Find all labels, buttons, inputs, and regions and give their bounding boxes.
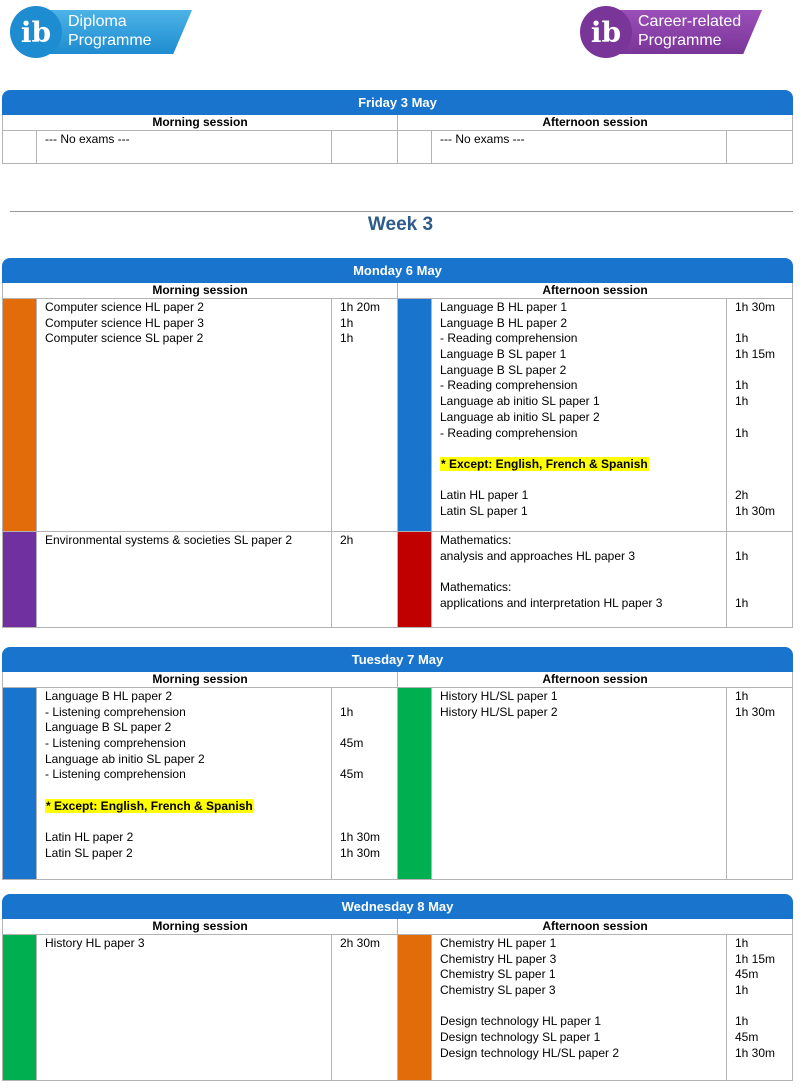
exam-duration: 1h 20m	[340, 300, 381, 314]
morning-cell	[3, 131, 397, 163]
day-schedule-monday	[2, 258, 793, 628]
exam-duration	[735, 410, 784, 426]
session-grid	[2, 283, 793, 628]
session-header-row	[3, 115, 792, 131]
morning-cell	[3, 532, 397, 627]
exam-block-row	[3, 299, 792, 532]
exam-duration	[735, 363, 784, 379]
exam-line: applications and interpretation HL paper 3	[440, 595, 663, 610]
exam-list	[37, 688, 332, 879]
exam-duration	[735, 457, 784, 473]
subject-group-color-swatch	[398, 299, 432, 531]
exam-duration: 1h	[340, 315, 354, 330]
exam-duration	[340, 132, 389, 148]
afternoon-session-header: Afternoon session	[397, 672, 792, 687]
exception-note-line	[45, 799, 323, 815]
exam-line: analysis and approaches HL paper 3	[440, 548, 636, 563]
subject-group-color-swatch	[398, 532, 432, 627]
exam-line: Language B HL paper 2	[45, 689, 172, 703]
exam-duration: 1h 30m	[340, 845, 381, 860]
exam-duration: 1h 30m	[735, 300, 776, 314]
exam-line: Language B SL paper 2	[45, 720, 172, 735]
session-header-row	[3, 919, 792, 935]
morning-session-header: Morning session	[152, 283, 248, 297]
afternoon-cell	[397, 299, 792, 531]
day-title: Tuesday 7 May	[2, 647, 793, 672]
afternoon-cell	[397, 131, 792, 163]
exam-duration: 45m	[340, 736, 364, 751]
morning-cell	[3, 299, 397, 531]
exam-line: --- No exams ---	[45, 132, 130, 146]
exam-duration	[735, 533, 784, 549]
exception-note: * Except: English, French & Spanish	[46, 798, 253, 813]
exception-note-line	[440, 457, 718, 473]
ib-diploma-programme-logo	[10, 6, 194, 58]
exam-line: - Listening comprehension	[45, 767, 186, 782]
day-schedule-wednesday	[2, 894, 793, 1081]
exam-line: Chemistry HL paper 3	[440, 951, 557, 966]
exam-duration: 45m	[340, 767, 364, 782]
spacer	[735, 564, 784, 580]
session-grid	[2, 672, 793, 880]
afternoon-session-header: Afternoon session	[397, 919, 792, 934]
exam-block-row	[3, 131, 792, 163]
exam-duration: 2h 30m	[340, 936, 381, 950]
exam-duration: 1h 30m	[340, 830, 381, 845]
exam-duration: 1h	[340, 704, 354, 719]
exam-line: Language ab initio SL paper 1	[440, 394, 600, 409]
logo-text	[68, 12, 152, 50]
spacer	[735, 999, 784, 1015]
exam-line: Chemistry SL paper 3	[440, 983, 556, 998]
exam-line: Design technology HL/SL paper 2	[440, 1045, 620, 1060]
subject-group-color-swatch	[3, 935, 37, 1080]
duration-list	[332, 688, 397, 879]
afternoon-session-header: Afternoon session	[397, 115, 792, 130]
exam-duration: 2h	[735, 488, 749, 503]
duration-list	[332, 299, 397, 531]
day-title: Wednesday 8 May	[2, 894, 793, 919]
exam-duration: 1h 30m	[735, 503, 776, 518]
spacer	[45, 815, 323, 831]
exam-duration: 1h	[735, 425, 749, 440]
exam-duration: 2h	[340, 533, 354, 547]
morning-session-header: Morning session	[152, 115, 248, 129]
spacer	[340, 783, 389, 799]
duration-list	[332, 532, 397, 627]
exam-line: - Reading comprehension	[440, 331, 578, 346]
exam-line: History HL/SL paper 1	[440, 689, 558, 703]
exam-block-row	[3, 688, 792, 879]
spacer	[735, 473, 784, 489]
morning-session-header: Morning session	[152, 672, 248, 686]
subject-group-color-swatch	[398, 935, 432, 1080]
exam-duration: 45m	[735, 1030, 759, 1045]
exam-list	[432, 935, 727, 1080]
day-title: Friday 3 May	[2, 90, 793, 115]
exam-line: Language B SL paper 2	[440, 362, 567, 377]
subject-group-color-swatch	[398, 131, 432, 163]
exam-duration: 1h	[735, 378, 749, 393]
exam-line: - Listening comprehension	[45, 704, 186, 719]
exam-line: Design technology HL paper 1	[440, 1014, 601, 1029]
exam-line: Language B HL paper 2	[440, 315, 567, 330]
exam-line: --- No exams ---	[440, 132, 525, 146]
subject-group-color-swatch	[398, 688, 432, 879]
exam-line: Latin HL paper 2	[45, 830, 134, 845]
exam-line: Mathematics:	[440, 580, 512, 595]
ib-logo-mark: ib	[580, 6, 632, 58]
spacer	[440, 473, 718, 489]
exam-duration: 1h 15m	[735, 951, 776, 966]
exam-duration: 1h	[735, 1014, 749, 1029]
exam-duration	[340, 720, 389, 736]
exam-duration: 1h	[735, 331, 749, 346]
exam-duration	[735, 316, 784, 332]
exam-line: Language B SL paper 1	[440, 347, 567, 362]
exception-note: * Except: English, French & Spanish	[441, 456, 648, 471]
exam-duration	[735, 132, 784, 148]
exam-duration: 1h 30m	[735, 1045, 776, 1060]
spacer	[440, 564, 718, 580]
spacer	[340, 815, 389, 831]
duration-list	[332, 131, 397, 163]
morning-session-header: Morning session	[152, 919, 248, 933]
session-grid	[2, 919, 793, 1081]
exam-line: Language B HL paper 1	[440, 300, 567, 314]
exam-line: - Reading comprehension	[440, 425, 578, 440]
session-header-row	[3, 672, 792, 688]
afternoon-cell	[397, 532, 792, 627]
exam-duration: 1h	[735, 983, 749, 998]
exam-list	[37, 532, 332, 627]
exam-duration	[340, 752, 389, 768]
duration-list	[727, 688, 792, 879]
ib-career-related-programme-logo	[580, 6, 764, 58]
exam-duration: 45m	[735, 967, 759, 982]
duration-list	[727, 532, 792, 627]
exam-duration: 1h	[735, 548, 749, 563]
logo-line-2: Programme	[68, 32, 152, 49]
duration-list	[332, 935, 397, 1080]
exam-duration: 1h	[735, 936, 749, 950]
exam-list	[432, 532, 727, 627]
day-title: Monday 6 May	[2, 258, 793, 283]
section-divider	[10, 211, 793, 212]
exam-list	[432, 299, 727, 531]
exam-duration: 1h 30m	[735, 704, 776, 719]
exam-list	[432, 131, 727, 163]
exam-list	[37, 299, 332, 531]
exam-line: Latin SL paper 2	[45, 845, 133, 860]
exam-duration	[340, 689, 389, 705]
exam-line: Environmental systems & societies SL paper 2	[45, 533, 293, 547]
exam-duration: 1h	[340, 331, 354, 346]
afternoon-cell	[397, 688, 792, 879]
afternoon-session-header: Afternoon session	[397, 283, 792, 298]
spacer	[45, 783, 323, 799]
exam-duration	[735, 580, 784, 596]
exam-list	[37, 935, 332, 1080]
exam-line: Latin HL paper 1	[440, 488, 529, 503]
duration-list	[727, 131, 792, 163]
subject-group-color-swatch	[3, 131, 37, 163]
exam-block-row	[3, 532, 792, 627]
logo-line-1: Diploma	[68, 13, 127, 30]
exam-duration	[340, 799, 389, 815]
subject-group-color-swatch	[3, 688, 37, 879]
exam-line: History HL paper 3	[45, 936, 145, 950]
exam-list	[37, 131, 332, 163]
session-header-row	[3, 283, 792, 299]
exam-duration: 1h	[735, 689, 749, 703]
exam-duration: 1h	[735, 394, 749, 409]
exam-line: Language ab initio SL paper 2	[440, 409, 600, 424]
logo-line-1: Career-related	[638, 13, 742, 30]
exam-line: Computer science SL paper 2	[45, 331, 204, 346]
day-schedule-tuesday	[2, 647, 793, 880]
exam-line: Computer science HL paper 2	[45, 300, 204, 314]
duration-list	[727, 299, 792, 531]
exam-line: Chemistry HL paper 1	[440, 936, 557, 950]
ib-logo-mark: ib	[10, 6, 62, 58]
afternoon-cell	[397, 935, 792, 1080]
subject-group-color-swatch	[3, 299, 37, 531]
day-schedule-friday	[2, 90, 793, 164]
exam-line: Language ab initio SL paper 2	[45, 751, 205, 766]
week-title: Week 3	[367, 214, 434, 235]
spacer	[440, 999, 718, 1015]
exam-line: Computer science HL paper 3	[45, 315, 204, 330]
morning-cell	[3, 935, 397, 1080]
logo-text	[638, 12, 741, 50]
exam-line: Mathematics:	[440, 533, 512, 547]
exam-line: History HL/SL paper 2	[440, 704, 558, 719]
subject-group-color-swatch	[3, 532, 37, 627]
exam-line: Design technology SL paper 1	[440, 1030, 601, 1045]
exam-list	[432, 688, 727, 879]
exam-block-row	[3, 935, 792, 1080]
exam-line: Chemistry SL paper 1	[440, 967, 556, 982]
morning-cell	[3, 688, 397, 879]
spacer	[440, 441, 718, 457]
session-grid	[2, 115, 793, 164]
duration-list	[727, 935, 792, 1080]
exam-line: - Listening comprehension	[45, 736, 186, 751]
exam-duration: 1h 15m	[735, 347, 776, 362]
logo-line-2: Programme	[638, 32, 722, 49]
exam-line: - Reading comprehension	[440, 378, 578, 393]
spacer	[735, 441, 784, 457]
exam-line: Latin SL paper 1	[440, 503, 528, 518]
exam-duration: 1h	[735, 595, 749, 610]
